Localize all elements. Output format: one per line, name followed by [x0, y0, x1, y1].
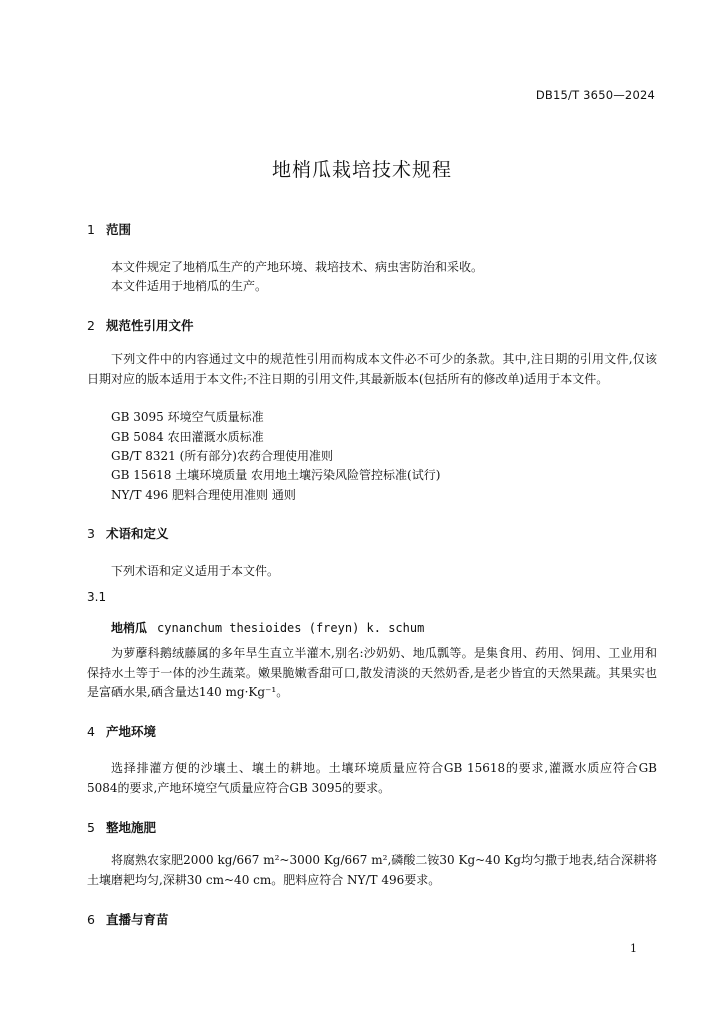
section-title: 整地施肥 [106, 820, 157, 835]
reference-item: GB 15618 土壤环境质量 农用地土壤污染风险管控标准(试行) [111, 468, 441, 482]
section-title: 产地环境 [106, 724, 157, 739]
subsection-number: 3.1 [87, 590, 107, 604]
term-entry [111, 619, 424, 636]
reference-item: NY/T 496 肥料合理使用准则 通则 [111, 488, 296, 502]
section-5-heading [87, 818, 156, 836]
section-2-intro: 下列文件中的内容通过文中的规范性引用而构成本文件必不可少的条款。其中,注日期的引用文件,仅该日期对应的版本适用于本文件;不注日期的引用文件,其最新版本(包括所有的修改单)适用于本文件。 [87, 352, 657, 386]
document-code: DB15/T 3650—2024 [535, 88, 655, 102]
section-1-heading [87, 220, 131, 238]
section-number: 5 [87, 820, 95, 835]
section-number: 4 [87, 724, 95, 739]
section-number: 1 [87, 222, 95, 237]
section-3-heading [87, 524, 169, 542]
section-1-paragraph-1: 本文件规定了地梢瓜生产的产地环境、栽培技术、病虫害防治和采收。 [111, 260, 484, 274]
section-4-heading [87, 722, 156, 740]
reference-item: GB 3095 环境空气质量标准 [111, 410, 264, 424]
section-number: 3 [87, 526, 95, 541]
term-chinese: 地梢瓜 [111, 621, 148, 635]
reference-item: GB 5084 农田灌溉水质标准 [111, 430, 264, 444]
section-title: 直播与育苗 [106, 912, 169, 927]
section-4-text: 选择排灌方便的沙壤土、壤土的耕地。土壤环境质量应符合GB 15618的要求,灌溉水质应符合GB 5084的要求,产地环境空气质量应符合GB 3095的要求。 [87, 761, 657, 795]
section-3-intro: 下列术语和定义适用于本文件。 [111, 564, 280, 578]
document-title: 地梢瓜栽培技术规程 [271, 159, 452, 181]
section-number: 6 [87, 912, 95, 927]
section-number: 2 [87, 318, 95, 333]
section-2-heading [87, 316, 194, 334]
section-title: 范围 [106, 222, 132, 237]
reference-item: GB/T 8321 (所有部分)农药合理使用准则 [111, 449, 333, 463]
section-1-paragraph-2: 本文件适用于地梢瓜的生产。 [111, 279, 268, 293]
term-definition: 为萝藦科鹅绒藤属的多年旱生直立半灌木,别名:沙奶奶、地瓜瓢等。是集食用、药用、饲用、工业用和保持水土等于一体的沙生蔬菜。嫩果脆嫩香甜可口,散发清淡的天然奶香,是老少皆宜的天然果蔬。其果实也是富硒水果,硒含量达140 mg·Kg⁻¹。 [87, 646, 657, 699]
term-english: cynanchum thesioides (freyn) k. schum [157, 621, 425, 635]
section-6-heading [87, 910, 169, 928]
section-title: 规范性引用文件 [106, 318, 194, 333]
section-5-text: 将腐熟农家肥2000 kg/667 m²~3000 Kg/667 m²,磷酸二铵30 Kg~40 Kg均匀撒于地表,结合深耕将土壤磨耙均匀,深耕30 cm~40 cm。肥料应符合 NY/T 496要求。 [87, 853, 657, 887]
section-title: 术语和定义 [106, 526, 169, 541]
page-number: 1 [630, 942, 637, 955]
